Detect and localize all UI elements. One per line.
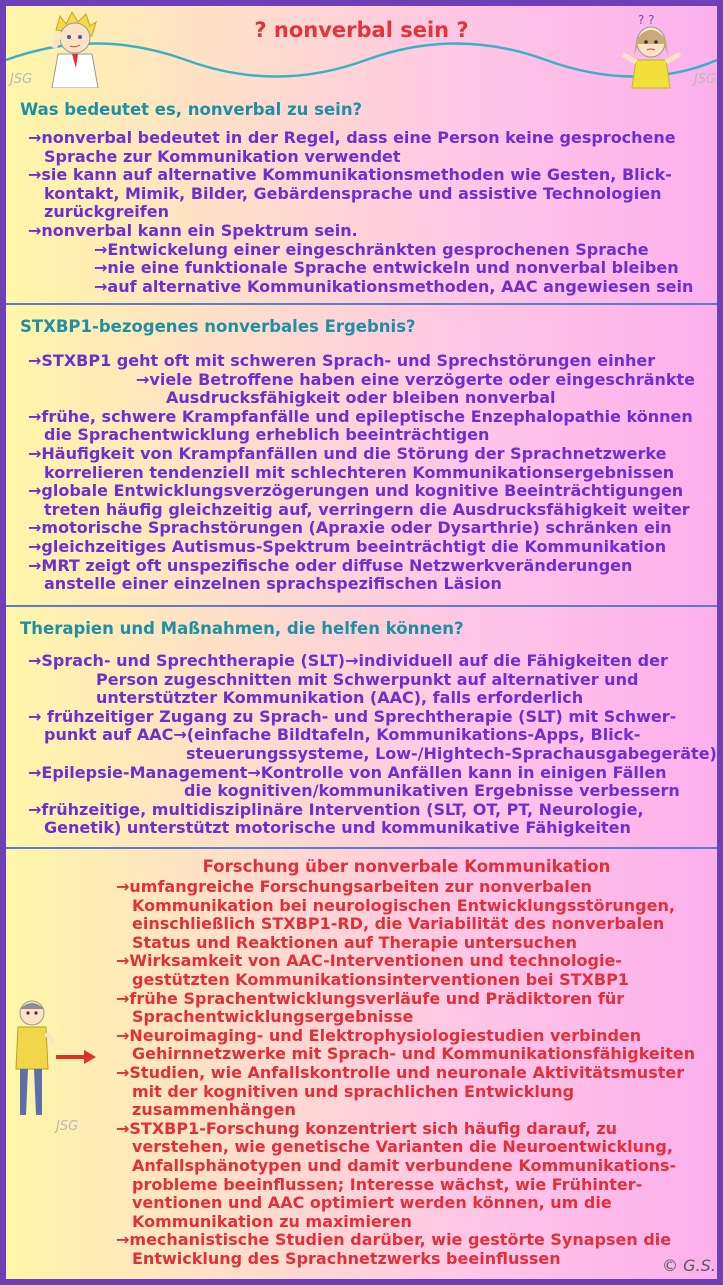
list-item: Gehirnnetzwerke mit Sprach- und Kommunikationsfähigkeiten (132, 1044, 696, 1064)
list-item: →Epilepsie-Management→Kontrolle von Anfällen kann in einigen Fällen (28, 762, 667, 782)
list-item: Sprachentwicklungsergebnisse (132, 1007, 414, 1027)
list-item: →nie eine funktionale Sprache entwickeln und nonverbal bleiben (94, 258, 679, 278)
list-item: →Neuroimaging- und Elektrophysiologiestudien verbinden (116, 1025, 642, 1045)
section-therapies (6, 607, 717, 849)
list-item: →gleichzeitiges Autismus-Spektrum beeinträchtigt die Kommunikation (28, 536, 667, 556)
list-item: Genetik) unterstützt motorische und kommunikative Fähigkeiten (44, 818, 631, 838)
list-item: Person zugeschnitten mit Schwerpunkt auf alternativer und (96, 669, 639, 689)
list-item: mit der kognitiven und sprachlichen Entwicklung (132, 1081, 575, 1101)
page-title: ? nonverbal sein ? (254, 18, 469, 42)
list-item: →globale Entwicklungsverzögerungen und kognitive Beeinträchtigungen (28, 481, 684, 501)
section-title: STXBP1-bezogenes nonverbales Ergebnis? (20, 317, 416, 336)
list-item: → frühzeitiger Zugang zu Sprach- und Sprechtherapie (SLT) mit Schwer- (28, 706, 677, 726)
list-item: →umfangreiche Forschungsarbeiten zur nonverbalen (116, 877, 592, 896)
section-research (6, 849, 717, 1279)
list-item: kontakt, Mimik, Bilder, Gebärdensprache und assistive Technologien (44, 183, 662, 203)
list-item: zurückgreifen (44, 202, 169, 222)
list-item: →Entwickelung einer eingeschränkten gesprochenen Sprache (94, 239, 649, 259)
list-item: →MRT zeigt oft unspezifische oder diffuse Netzwerkveränderungen (28, 555, 633, 575)
list-item: →Studien, wie Anfallskontrolle und neuronale Aktivitätsmuster (116, 1062, 685, 1082)
list-item: →Wirksamkeit von AAC-Interventionen und technologie- (116, 951, 622, 971)
wave-decoration (6, 36, 717, 96)
signature: JSG (694, 72, 717, 87)
list-item: korrelieren tendenziell mit schlechteren Kommunikationsergebnissen (44, 462, 675, 482)
list-item: →frühe, schwere Krampfanfälle und epileptische Enzephalopathie können (28, 406, 693, 426)
list-item: Entwicklung des Sprachnetzwerks beeinflussen (132, 1248, 561, 1268)
list-item: →viele Betroffene haben eine verzögerte oder eingeschränkte (136, 369, 696, 389)
list-item: Sprache zur Kommunikation verwendet (44, 146, 401, 166)
list-item: →nonverbal bedeutet in der Regel, dass eine Person keine gesprochene (28, 128, 676, 147)
section-stxbp1-outcome (6, 305, 717, 607)
list-item: Kommunikation bei neurologischen Entwicklungsstörungen, (132, 895, 675, 915)
svg-text:? ?: ? ? (638, 13, 655, 27)
list-item: →motorische Sprachstörungen (Apraxie oder Dysarthrie) schränken ein (28, 518, 672, 538)
list-item: →nonverbal kann ein Spektrum sein. (28, 220, 358, 240)
list-item: zusammenhängen (132, 1100, 296, 1120)
section-title: Therapien und Maßnahmen, die helfen können? (20, 619, 464, 638)
header (6, 6, 717, 90)
list-item: Ausdrucksfähigkeit oder bleiben nonverbal (166, 388, 556, 408)
list-item: treten häufig gleichzeitig auf, verringern die Ausdrucksfähigkeit weiter (44, 499, 690, 519)
signature: JSG (56, 1119, 79, 1134)
child-character-icon (10, 999, 54, 1119)
list-item: die Sprachentwicklung erheblich beeinträchtigen (44, 425, 490, 445)
section-lines (6, 878, 717, 1268)
list-item: →sie kann auf alternative Kommunikationsmethoden wie Gesten, Blick- (28, 165, 672, 185)
list-item: →STXBP1-Forschung konzentriert sich häufig darauf, zu (116, 1118, 618, 1138)
copyright: © G.S. (662, 1256, 716, 1275)
list-item: anstelle einer einzelnen sprachspezifischen Läsion (44, 574, 502, 594)
list-item: →Häufigkeit von Krampfanfällen und die Störung der Sprachnetzwerke (28, 443, 667, 463)
list-item: ventionen und AAC optimiert werden können, um die (132, 1193, 612, 1213)
list-item: →frühe Sprachentwicklungsverläufe und Prädiktoren für (116, 988, 625, 1008)
section-lines (6, 129, 717, 296)
list-item: Kommunikation zu maximieren (132, 1211, 412, 1231)
signature: JSG (10, 72, 33, 87)
list-item: →mechanistische Studien darüber, wie gestörte Synapsen die (116, 1230, 672, 1250)
list-item: Anfallsphänotypen und damit verbundene Kommunikations- (132, 1155, 677, 1175)
list-item: einschließlich STXBP1-RD, die Variabilität des nonverbalen (132, 914, 665, 934)
list-item: unterstützter Kommunikation (AAC), falls erforderlich (96, 688, 584, 708)
list-item: steuerungssysteme, Low-/Hightech-Sprachausgabegeräte) (186, 743, 717, 763)
list-item: →Sprach- und Sprechtherapie (SLT)→individuell auf die Fähigkeiten der (28, 651, 668, 670)
list-item: verstehen, wie genetische Varianten die Neuroentwicklung, (132, 1137, 673, 1157)
list-item: die kognitiven/kommunikativen Ergebnisse verbessern (184, 781, 680, 801)
list-item: →STXBP1 geht oft mit schweren Sprach- und Sprechstörungen einher (28, 351, 656, 370)
section-lines (6, 652, 717, 838)
section-title: Was bedeutet es, nonverbal zu sein? (20, 100, 363, 119)
girl-character-icon (616, 10, 686, 90)
section-title: Forschung über nonverbale Kommunikation (202, 857, 611, 876)
list-item: probleme beeinflussen; Interesse wächst, wie Frühinter- (132, 1174, 643, 1194)
section-nonverbal-definition (6, 90, 717, 305)
list-item: Status und Reaktionen auf Therapie untersuchen (132, 932, 577, 952)
list-item: →auf alternative Kommunikationsmethoden, AAC angewiesen sein (94, 276, 694, 296)
list-item: punkt auf AAC→(einfache Bildtafeln, Kommunikations-Apps, Blick- (44, 725, 641, 745)
red-arrow-icon (56, 1049, 98, 1065)
list-item: →frühzeitige, multidisziplinäre Intervention (SLT, OT, PT, Neurologie, (28, 799, 644, 819)
list-item: gestützten Kommunikationsinterventionen bei STXBP1 (132, 969, 629, 989)
boy-character-icon (46, 8, 104, 88)
section-lines (6, 352, 717, 594)
